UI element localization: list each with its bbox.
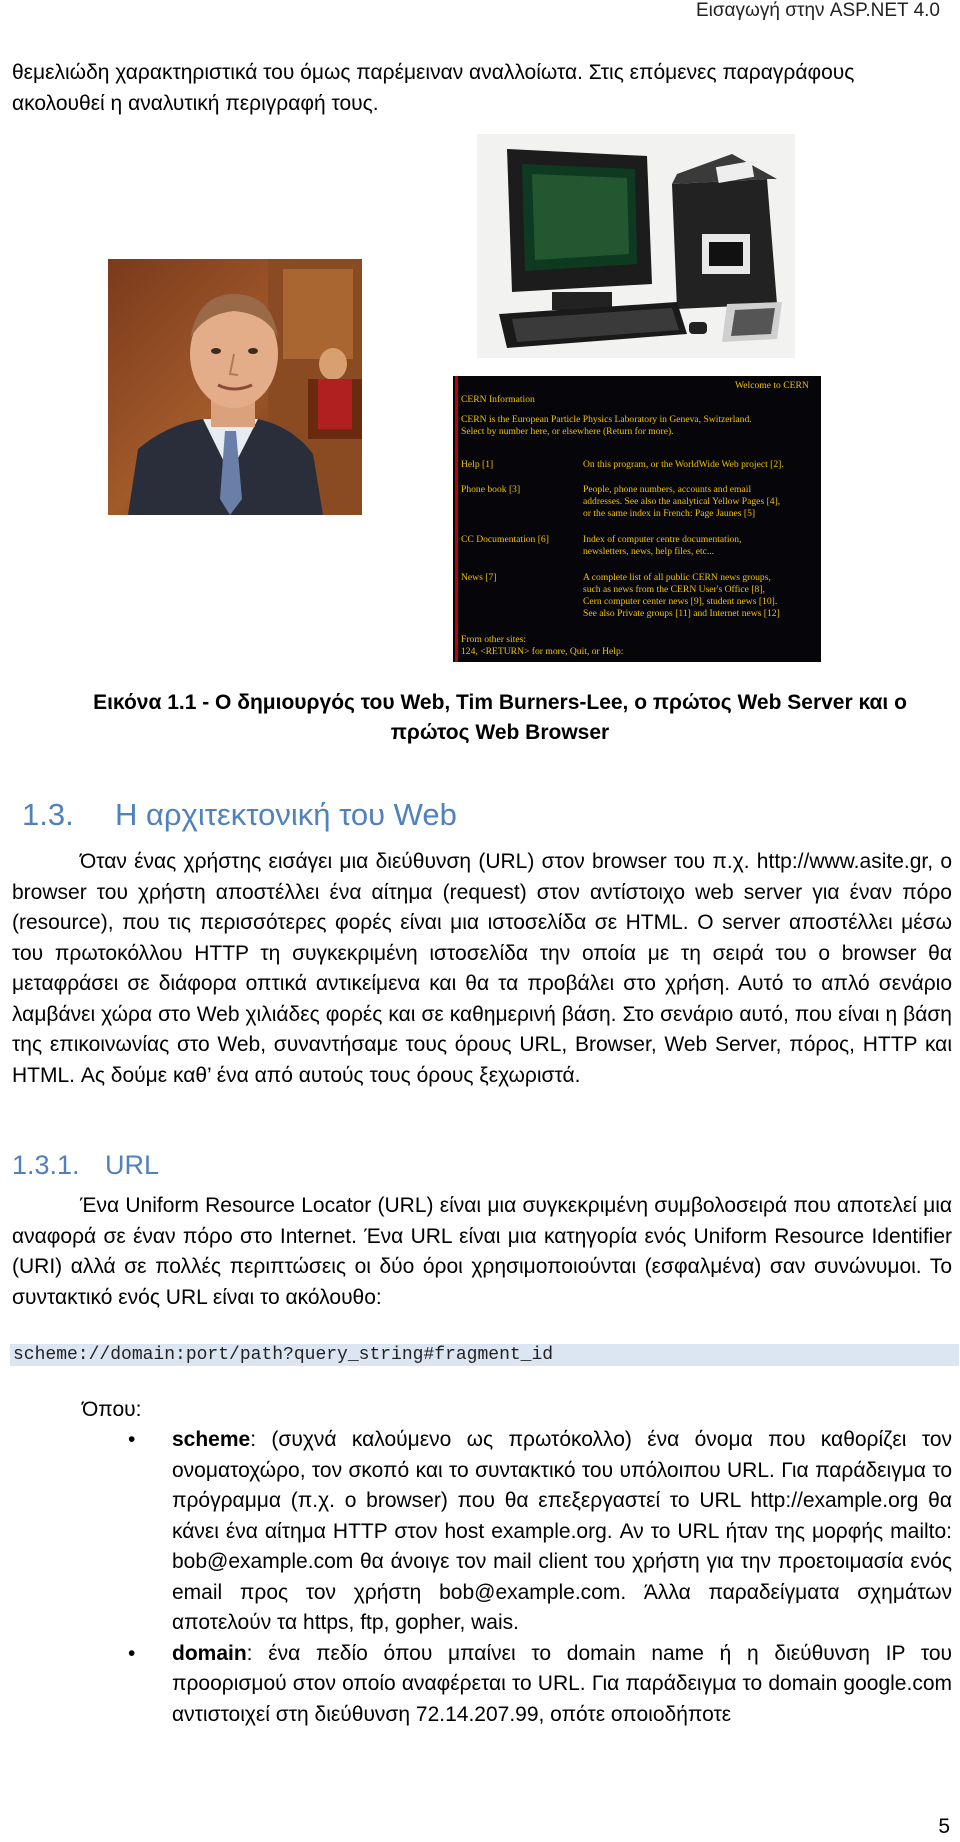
subsection-paragraph-text: Ένα Uniform Resource Locator (URL) είναι μια συγκεκριμένη συμβολοσειρά που αποτελεί μια αναφορά σε έναν πόρο στο Internet. Ένα URL είναι μια κατηγορία ενός Uniform Resource Identifier (URI) αλλά σε πολλές περιπτώσεις οι δύο όροι χρησιμοποιούνται (εσφαλμένα) σαν συνώνυμοι. Το συντακτικό ενός URL είναι το ακόλουθο: bbox=[12, 1194, 952, 1309]
page-number: 5 bbox=[938, 1815, 950, 1838]
intro-paragraph: θεμελιώδη χαρακτηριστικά του όμως παρέμειναν αναλλοίωτα. Στις επόμενες παραγράφους ακολουθεί η αναλυτική περιγραφή τους. bbox=[12, 61, 855, 115]
screen-row-desc: Cern computer center news [9], student news [10]. bbox=[583, 596, 778, 607]
subsection-paragraph bbox=[12, 1191, 952, 1313]
screen-row-desc: See also Private groups [11] and Internet news [12] bbox=[583, 608, 780, 619]
url-syntax-code: scheme://domain:port/path?query_string#fragment_id bbox=[10, 1344, 959, 1366]
where-label: Όπου: bbox=[82, 1398, 142, 1421]
list-item bbox=[128, 1425, 952, 1639]
subsection-heading bbox=[12, 1150, 159, 1181]
screen-intro-line2: Select by number here, or elsewhere (Return for more). bbox=[461, 426, 674, 437]
screen-row-label: Help [1] bbox=[461, 459, 494, 470]
caption-line-1: Εικόνα 1.1 - Ο δημιουργός του Web, Tim Burners-Lee, ο πρώτος Web Server και ο bbox=[93, 691, 907, 714]
section-paragraph bbox=[12, 847, 952, 1091]
screen-row-desc: People, phone numbers, accounts and email bbox=[583, 484, 752, 495]
screen-row-desc: such as news from the CERN User's Office [8], bbox=[583, 584, 765, 595]
screen-row-desc: A complete list of all public CERN news groups, bbox=[583, 572, 771, 583]
section-heading bbox=[22, 797, 457, 833]
screen-row-desc: On this program, or the WorldWide Web project [2]. bbox=[583, 459, 784, 470]
first-web-browser-screenshot bbox=[453, 376, 821, 662]
section-number: 1.3. bbox=[22, 797, 74, 832]
section-title: Η αρχιτεκτονική του Web bbox=[115, 797, 457, 832]
screen-row-label: CC Documentation [6] bbox=[461, 534, 549, 545]
screen-title-left: CERN Information bbox=[461, 394, 535, 405]
screen-intro-line1: CERN is the European Particle Physics Laboratory in Geneva, Switzerland. bbox=[461, 414, 752, 425]
figure-caption bbox=[60, 688, 940, 748]
list-item-term: domain bbox=[172, 1641, 247, 1665]
screen-title-right: Welcome to CERN bbox=[735, 380, 809, 391]
running-header: Εισαγωγή στην ASP.NET 4.0 bbox=[695, 0, 940, 21]
screen-row-desc: or the same index in French: Page Jaunes [5] bbox=[583, 508, 756, 519]
subsection-title: URL bbox=[105, 1150, 160, 1180]
screen-row-label: News [7] bbox=[461, 572, 497, 583]
list-item-term: scheme bbox=[172, 1428, 251, 1451]
bullet-icon: • bbox=[128, 1428, 136, 1451]
list-item bbox=[128, 1639, 952, 1731]
screen-row-desc: Index of computer centre documentation, bbox=[583, 534, 742, 545]
screen-row-label: Phone book [3] bbox=[461, 484, 521, 495]
subsection-number: 1.3.1. bbox=[12, 1150, 80, 1180]
list-item-text: : ένα πεδίο όπου μπαίνει το domain name ή η διεύθυνση IP του προορισμού στον οποίο αναφέρεται το URL. Για παράδειγμα το domain google.com αντιστοιχεί στη διεύθυνση 72.14.207.99, οπότε οποιοδήποτε bbox=[172, 1641, 952, 1726]
tim-berners-lee-photo bbox=[108, 259, 362, 515]
url-parts-list bbox=[128, 1425, 952, 1730]
list-item-text: : (συχνά καλούμενο ως πρωτόκολλο) ένα όνομα που καθορίζει τον ονοματοχώρο, τον σκοπό και το συντακτικό του υπόλοιπου URL. Για παράδειγμα το πρόγραμμα (π.χ. ο browser) που θα επεξεργαστεί το URL http://example.org θα κάνει ένα αίτημα HTTP στον host example.org. Αν το URL ήταν της μορφής mailto: bob@example.com θα άνοιγε τον mail client του χρήστη για την προετοιμασία ενός email προς τον χρήστη bob@example.com. Άλλα παραδείγματα σχημάτων αποτελούν τα https, ftp, gopher, wais. bbox=[172, 1428, 952, 1634]
caption-line-2: πρώτος Web Browser bbox=[390, 721, 610, 744]
screen-row-desc: addresses. See also the analytical Yellow Pages [4], bbox=[583, 496, 781, 507]
screen-footer-line1: From other sites: bbox=[461, 634, 527, 645]
bullet-icon: • bbox=[128, 1641, 136, 1665]
next-computer-photo bbox=[477, 134, 795, 358]
screen-row-desc: newsletters, news, help files, etc... bbox=[583, 546, 715, 557]
screen-footer-line2: 124, <RETURN> for more, Quit, or Help: bbox=[461, 646, 624, 657]
section-paragraph-text: Όταν ένας χρήστης εισάγει μια διεύθυνση (URL) στον browser του π.χ. http://www.asite.gr, ο browser του χρήστη αποστέλλει ένα αίτημα (request) στον αντίστοιχο web server για έναν πόρο (resource), που τις περισσότερες φορές είναι μια ιστοσελίδα σε HTML. Ο server αποστέλλει μέσω του πρωτοκόλλου HTTP τη συγκεκριμένη ιστοσελίδα την οποία με τη σειρά του ο browser θα μεταφράσει σε διάφορα οπτικά αντικείμενα και θα τα προβάλει στο χρήση. Αυτό το απλό σενάριο λαμβάνει χώρα στο Web χιλιάδες φορές και σε καθημερινή βάση. Στο σενάριο αυτό, που είναι η βάση της επικοινωνίας στο Web, συναντήσαμε τους όρους URL, Browser, Web Server, πόρος, HTTP και HTML. Ας δούμε καθ’ ένα από αυτούς τους όρους ξεχωριστά. bbox=[12, 850, 952, 1087]
